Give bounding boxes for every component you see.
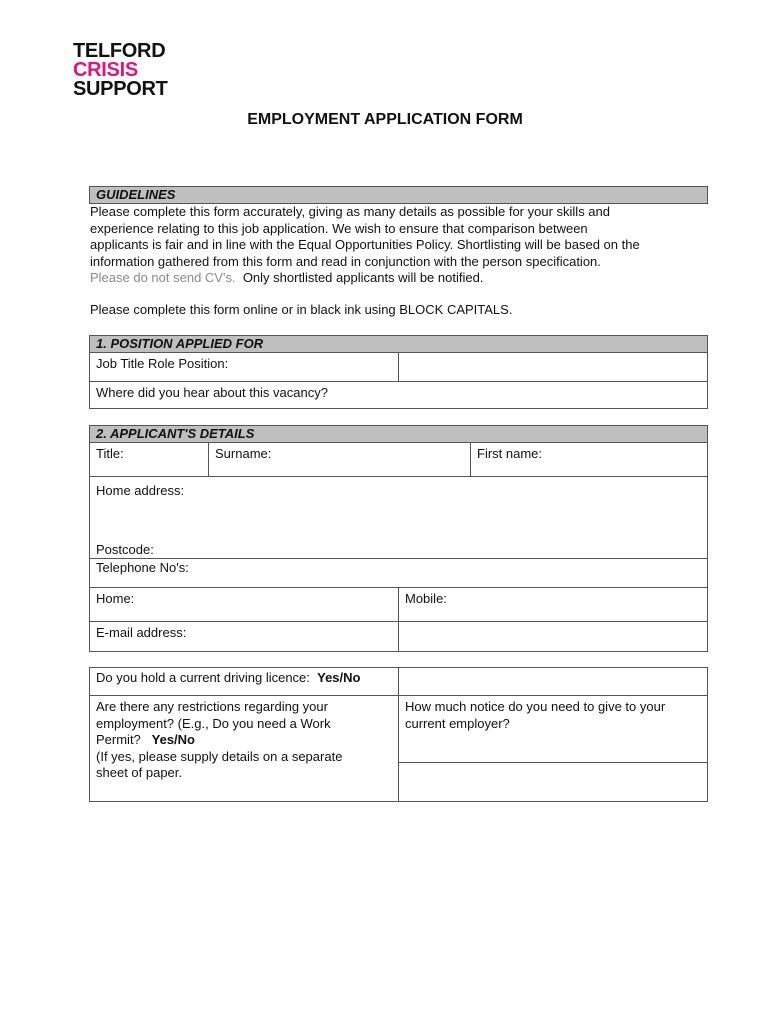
driving-licence-question (90, 668, 399, 696)
section2-header: 2. APPLICANT'S DETAILS (89, 425, 708, 443)
guidelines-line-3: applicants is fair and in line with the Equal Opportunities Policy. Shortlisting will be based on the (90, 237, 640, 252)
notice-line-1: How much notice do you need to give to your (405, 699, 666, 714)
cv-note: Please do not send CV's. (90, 270, 236, 285)
logo-line-2: CRISIS (73, 59, 138, 81)
logo-line-1: TELFORD (73, 40, 166, 62)
logo-line-3: SUPPORT (73, 78, 168, 100)
driving-licence-input[interactable] (399, 668, 707, 696)
vacancy-source-field[interactable]: Where did you hear about this vacancy? (96, 385, 328, 400)
notice-period-input[interactable] (399, 763, 707, 801)
section1-header: 1. POSITION APPLIED FOR (89, 335, 708, 353)
job-title-label: Job Title Role Position: (90, 353, 399, 382)
email-label: E-mail address: (90, 622, 399, 651)
home-address-field[interactable] (90, 477, 707, 559)
first-name-field[interactable]: First name: (471, 443, 707, 477)
job-title-input[interactable] (399, 353, 707, 382)
postcode-label: Postcode: (96, 542, 154, 557)
notice-period-question (399, 696, 707, 763)
section3-table (89, 667, 708, 802)
restrictions-line-5: sheet of paper. (96, 765, 183, 780)
restrictions-line-1: Are there any restrictions regarding your (96, 699, 328, 714)
guidelines-text (90, 204, 640, 287)
restrictions-question (90, 696, 399, 801)
surname-field[interactable]: Surname: (209, 443, 471, 477)
guidelines-line-4: information gathered from this form and read in conjunction with the person specification. (90, 253, 601, 269)
notice-line-2: current employer? (405, 715, 510, 731)
guidelines-header: GUIDELINES (89, 186, 708, 204)
form-title: EMPLOYMENT APPLICATION FORM (247, 111, 523, 128)
telephone-label: Telephone No's: (90, 559, 707, 588)
restrictions-line-2: employment? (E.g., Do you need a Work (96, 715, 331, 731)
restrictions-answer[interactable]: Yes/No (151, 732, 195, 747)
restrictions-permit: Permit? (96, 732, 141, 747)
restrictions-line-4: (If yes, please supply details on a separate (96, 748, 343, 764)
section2-table (89, 442, 708, 652)
title-field[interactable]: Title: (90, 443, 209, 477)
mobile-phone-field[interactable]: Mobile: (399, 588, 707, 622)
guidelines-line-2: experience relating to this job application. We wish to ensure that comparison between (90, 220, 588, 236)
section1-table (89, 352, 708, 409)
shortlist-note: Only shortlisted applicants will be notified. (242, 270, 484, 285)
driving-licence-answer[interactable]: Yes/No (317, 670, 361, 685)
guidelines-line-1: Please complete this form accurately, giving as many details as possible for your skills and (90, 204, 610, 219)
home-phone-field[interactable]: Home: (90, 588, 399, 622)
guidelines-line-5 (90, 270, 640, 287)
email-input[interactable] (399, 622, 707, 651)
telford-crisis-support-logo (73, 42, 168, 99)
home-address-label: Home address: (96, 483, 185, 498)
restrictions-line-3 (96, 732, 392, 749)
driving-licence-label: Do you hold a current driving licence: (96, 670, 310, 685)
ink-note: Please complete this form online or in black ink using BLOCK CAPITALS. (90, 302, 513, 317)
